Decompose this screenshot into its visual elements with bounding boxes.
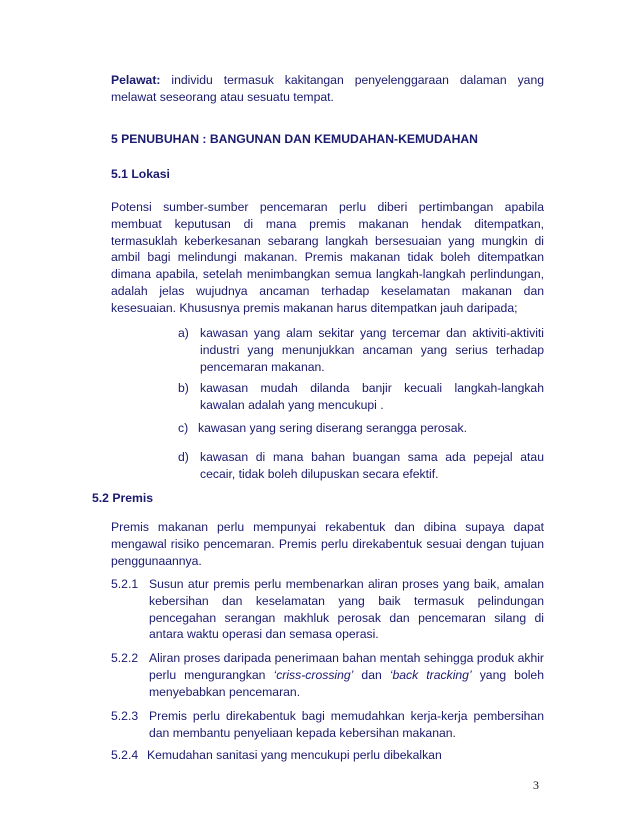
- criss-crossing-term: ‘criss-crossing’: [273, 667, 354, 682]
- section-5-2-paragraph: Premis makanan perlu mempunyai rekabentuk dan dibina supaya dapat mengawal risiko pencemaran. Premis perlu direkabentuk sesuai dengan tujuan penggunaannya.: [111, 520, 544, 568]
- section-5-1-paragraph: Potensi sumber-sumber pencemaran perlu diberi pertimbangan apabila membuat keputusan di mana premis makanan hendak ditempatkan, termasuklah keberkesanan sebarang langkah bersesuaian yang mungkin di ambil bagi melindungi makanan. Premis makanan tidak boleh ditempatkan dimana apabila, setelah menimbangkan semua langkah-langkah perlindungan, adalah jelas wujudnya ancaman terhadap keselamatan makanan dan kesesuaian. Khususnya premis makanan harus ditempatkan jauh daripada;: [111, 200, 544, 315]
- subsection-text-part: Aliran proses daripada penerimaan bahan mentah sehingga produk akhir perlu mengurangkan: [149, 651, 544, 682]
- list-item-c: [178, 420, 544, 437]
- list-item-text: kawasan yang sering diserang serangga perosak.: [198, 421, 467, 435]
- subsection-text-part: dan: [353, 667, 390, 682]
- subsection-text: Premis perlu direkabentuk bagi memudahkan kerja-kerja pembersihan dan membantu penyeliaan kepada kebersihan makanan.: [149, 709, 544, 740]
- list-marker: c): [178, 421, 189, 435]
- subsection-5-2-4: [111, 747, 544, 764]
- section-5-heading: 5 PENUBUHAN : BANGUNAN DAN KEMUDAHAN-KEMUDAHAN: [111, 132, 478, 146]
- subsection-number: 5.2.4: [111, 748, 139, 762]
- subsection-5-2-1: [111, 576, 544, 643]
- subsection-text: Kemudahan sanitasi yang mencukupi perlu dibekalkan: [147, 748, 442, 762]
- section-5-2-heading: 5.2 Premis: [92, 491, 153, 505]
- subsection-number: 5.2.3: [111, 709, 139, 723]
- list-item-a: [178, 325, 544, 375]
- subsection-number: 5.2.2: [111, 651, 139, 665]
- definition-term: Pelawat:: [111, 73, 161, 87]
- subsection-text: Susun atur premis perlu membenarkan aliran proses yang baik, amalan kebersihan dan keselamatan yang baik termasuk pelindungan pencegahan serangan makhluk perosak dan pencemaran silang di antara waktu operasi dan semasa operasi.: [149, 577, 544, 642]
- list-item-d: [178, 449, 544, 483]
- subsection-number: 5.2.1: [111, 577, 139, 591]
- subsection-text: [149, 650, 544, 700]
- list-marker: a): [178, 326, 189, 340]
- back-tracking-term: ‘back tracking’: [389, 667, 472, 682]
- list-item-b: [178, 380, 544, 414]
- section-5-1-heading: 5.1 Lokasi: [111, 167, 170, 181]
- list-item-text: kawasan di mana bahan buangan sama ada pepejal atau cecair, tidak boleh dilupuskan secara efektif.: [200, 450, 544, 481]
- page-number: 3: [533, 778, 539, 792]
- list-item-text: kawasan yang alam sekitar yang tercemar dan aktiviti-aktiviti industri yang menunjukkan ancaman yang serius terhadap pencemaran makanan.: [200, 326, 544, 374]
- list-marker: d): [178, 450, 189, 464]
- subsection-text-part: yang boleh menyebabkan pencemaran.: [149, 667, 544, 699]
- subsection-5-2-3: [111, 708, 544, 742]
- list-item-text: kawasan mudah dilanda banjir kecuali langkah-langkah kawalan adalah yang mencukupi .: [200, 381, 544, 412]
- definition-paragraph: [111, 72, 544, 106]
- subsection-5-2-2: [111, 650, 544, 700]
- definition-text: individu termasuk kakitangan penyelenggaraan dalaman yang melawat seseorang atau sesuatu tempat.: [111, 73, 544, 104]
- list-marker: b): [178, 381, 189, 395]
